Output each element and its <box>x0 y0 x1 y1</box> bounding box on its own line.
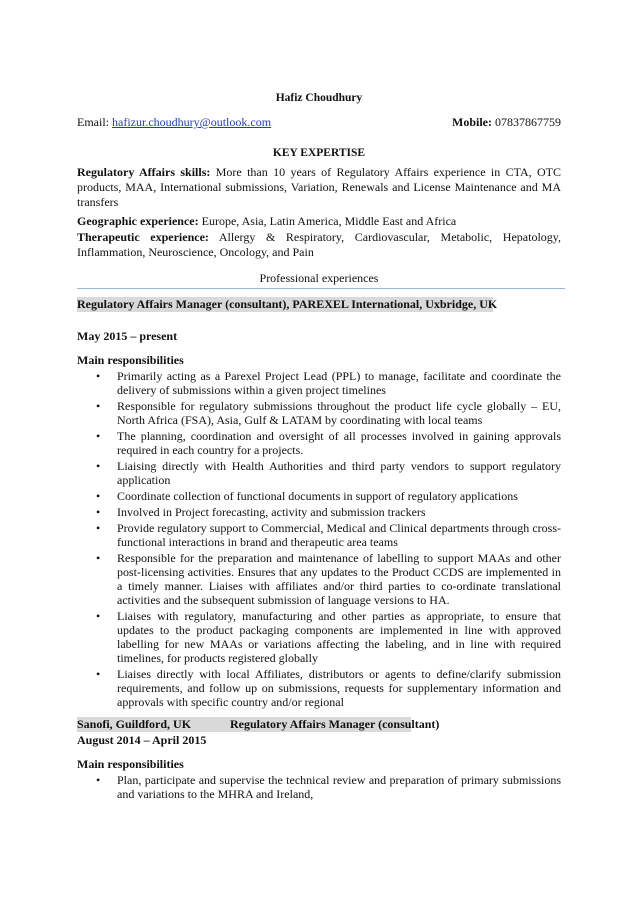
email-line: Email: hafizur.choudhury@outlook.com <box>77 115 272 129</box>
mobile-label: Mobile: <box>452 115 492 129</box>
mobile-value: 07837867759 <box>495 115 561 129</box>
job1-dates: May 2015 – present <box>77 329 178 343</box>
email-label: Email <box>77 115 106 129</box>
job2-responsibilities-title: Main responsibilities <box>77 757 184 771</box>
mobile-line <box>452 115 561 130</box>
list-item: • Responsible for the preparation and maintenance of labelling to support MAAs and other post-licensing activities. Ensures that any updates to the Product CCDS are implemented in a timely manner. Liaises with affiliates and/or third parties to co-ordinate translational activities and the subsequent submission of language versions to HA. <box>96 551 561 607</box>
list-item: • Primarily acting as a Parexel Project Lead (PPL) to manage, facilitate and coordinate the delivery of submissions within a given project timelines <box>96 369 561 397</box>
job2-dates: August 2014 – April 2015 <box>77 733 207 747</box>
list-item: • The planning, coordination and oversight of all processes involved in gaining approvals required in each country for a projects. <box>96 429 561 457</box>
list-item: • Liaises directly with local Affiliates, distributors or agents to define/clarify submission requirements, and follow up on submissions, requests for supplementary information and approvals with specific country and/or regional <box>96 667 561 709</box>
section-divider <box>77 288 565 289</box>
regulatory-skills-label: Regulatory Affairs skills: <box>77 165 211 179</box>
candidate-name: Hafiz Choudhury <box>275 92 363 104</box>
list-item: • Coordinate collection of functional documents in support of regulatory applications <box>96 489 518 503</box>
therapeutic-experience-paragraph <box>77 230 561 260</box>
list-item: • Involved in Project forecasting, activity and submission trackers <box>96 505 426 519</box>
job2-responsibilities-list <box>77 773 561 803</box>
list-item: • Plan, participate and supervise the technical review and preparation of primary submissions and variations to the MHRA and Ireland, <box>96 773 561 801</box>
therapeutic-experience-label: Therapeutic experience: <box>77 230 209 244</box>
job1-responsibilities-list <box>77 369 561 711</box>
geographic-experience-paragraph <box>77 214 561 229</box>
key-expertise-title: KEY EXPERTISE <box>272 147 366 159</box>
geographic-experience-label: Geographic experience: <box>77 214 199 228</box>
list-item: • Responsible for regulatory submissions throughout the product life cycle globally – EU, North Africa (FSA), Asia, Gulf & LATAM by coordinating with local teams <box>96 399 561 427</box>
professional-experiences-title: Professional experiences <box>259 271 379 285</box>
job1-heading: Regulatory Affairs Manager (consultant), PAREXEL International, Uxbridge, UK <box>77 297 498 311</box>
list-item: • Liaises with regulatory, manufacturing and other parties as appropriate, to ensure that updates to the product packaging components are implemented in line with approved labelling for new MAAs or variations affecting the labeling, and in line with required timelines, for products registered globally <box>96 609 561 665</box>
regulatory-skills-paragraph <box>77 165 561 210</box>
job2-company: Sanofi, Guildford, UK <box>77 717 192 731</box>
list-item: • Liaising directly with Health Authorities and third party vendors to support regulatory application <box>96 459 561 487</box>
geographic-experience-text: Europe, Asia, Latin America, Middle East and Africa <box>201 214 457 228</box>
job2-role: Regulatory Affairs Manager (consultant) <box>230 717 440 731</box>
list-item: • Provide regulatory support to Commercial, Medical and Clinical departments through cross-functional interactions in brand and therapeutic area teams <box>96 521 561 549</box>
regulatory-skills-text: More than 10 years of Regulatory Affairs experience in CTA, OTC products, MAA, International submissions, Variation, Renewals and License Maintenance and MA transfers <box>77 165 561 209</box>
therapeutic-experience-text: Allergy & Respiratory, Cardiovascular, Metabolic, Hepatology, Inflammation, Neuroscience, Oncology, and Pain <box>77 230 562 259</box>
email-link[interactable]: hafizur.choudhury@outlook.com <box>112 115 272 129</box>
job1-responsibilities-title: Main responsibilities <box>77 353 184 367</box>
